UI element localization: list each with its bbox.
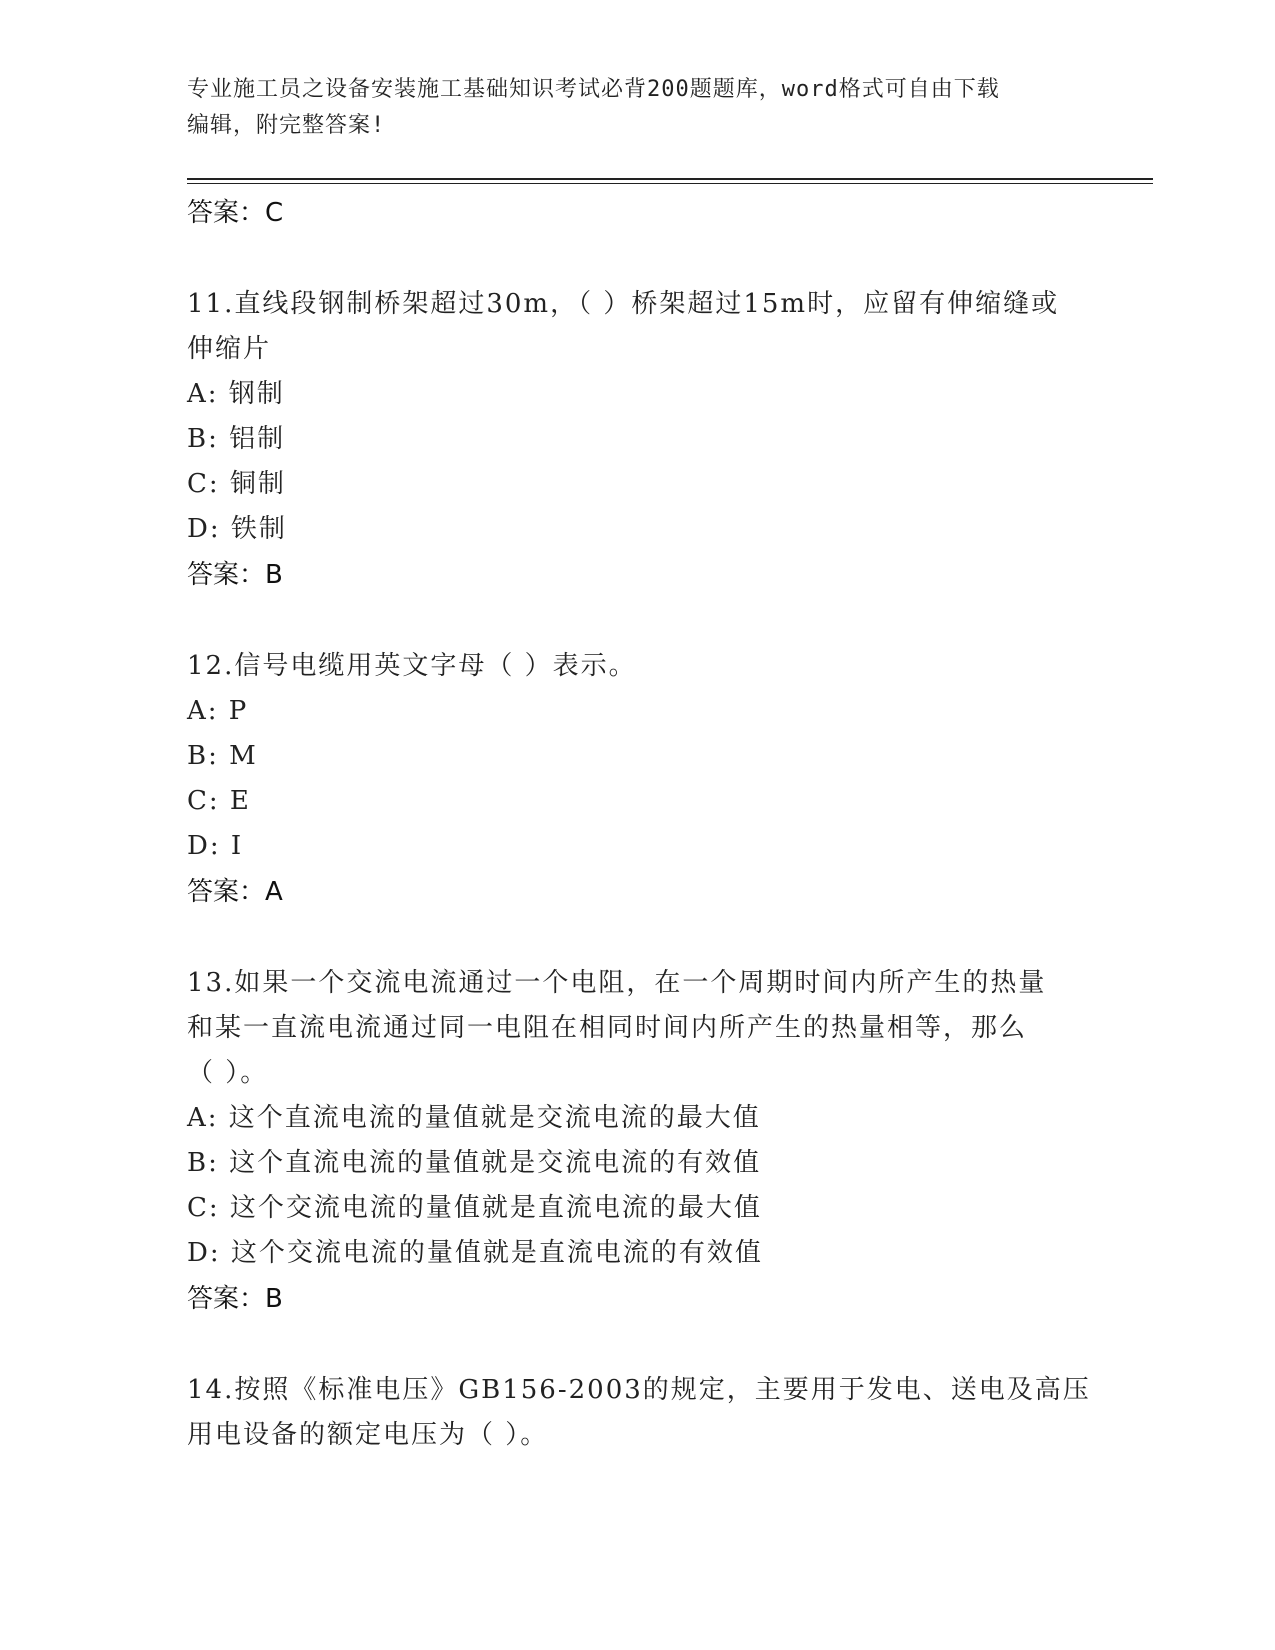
spacer: [187, 1322, 1087, 1368]
question-line: （ ）。: [187, 1058, 269, 1088]
option-b: B: 这个直流电流的量值就是交流电流的有效值: [187, 1148, 762, 1178]
question-text: [187, 644, 1087, 689]
question-line: 用电设备的额定电压为（ ）。: [187, 1420, 549, 1450]
answer-line: 答案：B: [187, 560, 283, 590]
spacer: [187, 915, 1087, 961]
question-text: [187, 1368, 1091, 1458]
option-d: D: I: [187, 831, 244, 861]
answer-line: 答案：B: [187, 1284, 283, 1314]
spacer: [187, 598, 1087, 644]
question-line: 和某一直流电流通过同一电阻在相同时间内所产生的热量相等，那么: [187, 1013, 1028, 1043]
option-b: B: 铝制: [187, 424, 286, 454]
document-header: [187, 72, 1077, 144]
option-d: D: 这个交流电流的量值就是直流电流的有效值: [187, 1238, 763, 1268]
option-c: C: E: [187, 786, 251, 816]
question-block-12: [187, 644, 1087, 915]
question-block-14: [187, 1368, 1091, 1458]
header-line-2: 编辑，附完整答案!: [187, 113, 386, 138]
question-line: 14.按照《标准电压》GB156-2003的规定，主要用于发电、送电及高压: [187, 1375, 1091, 1405]
document-body: [187, 190, 1091, 1458]
spacer: [187, 236, 1087, 282]
question-text: [187, 282, 1087, 372]
question-line: 12.信号电缆用英文字母（ ）表示。: [187, 651, 637, 681]
question-line: 伸缩片: [187, 334, 272, 364]
answer-line: 答案：A: [187, 877, 283, 907]
question-line: 11.直线段钢制桥架超过30m，（ ）桥架超过15m时，应留有伸缩缝或: [187, 289, 1060, 319]
header-line-1: 专业施工员之设备安装施工基础知识考试必背200题题库，word格式可自由下载: [187, 77, 1000, 102]
option-d: D: 铁制: [187, 514, 287, 544]
header-divider-thin: [187, 183, 1153, 184]
option-a: A: P: [187, 696, 249, 726]
option-b: B: M: [187, 741, 258, 771]
question-block-11: [187, 282, 1087, 598]
header-divider-thick: [187, 178, 1153, 180]
question-line: 13.如果一个交流电流通过一个电阻，在一个周期时间内所产生的热量: [187, 968, 1047, 998]
answer-line: 答案：C: [187, 198, 284, 228]
option-c: C: 铜制: [187, 469, 286, 499]
question-text: [187, 961, 1087, 1096]
option-a: A: 钢制: [187, 379, 285, 409]
option-c: C: 这个交流电流的量值就是直流电流的最大值: [187, 1193, 762, 1223]
question-block-13: [187, 961, 1087, 1322]
option-a: A: 这个直流电流的量值就是交流电流的最大值: [187, 1103, 761, 1133]
